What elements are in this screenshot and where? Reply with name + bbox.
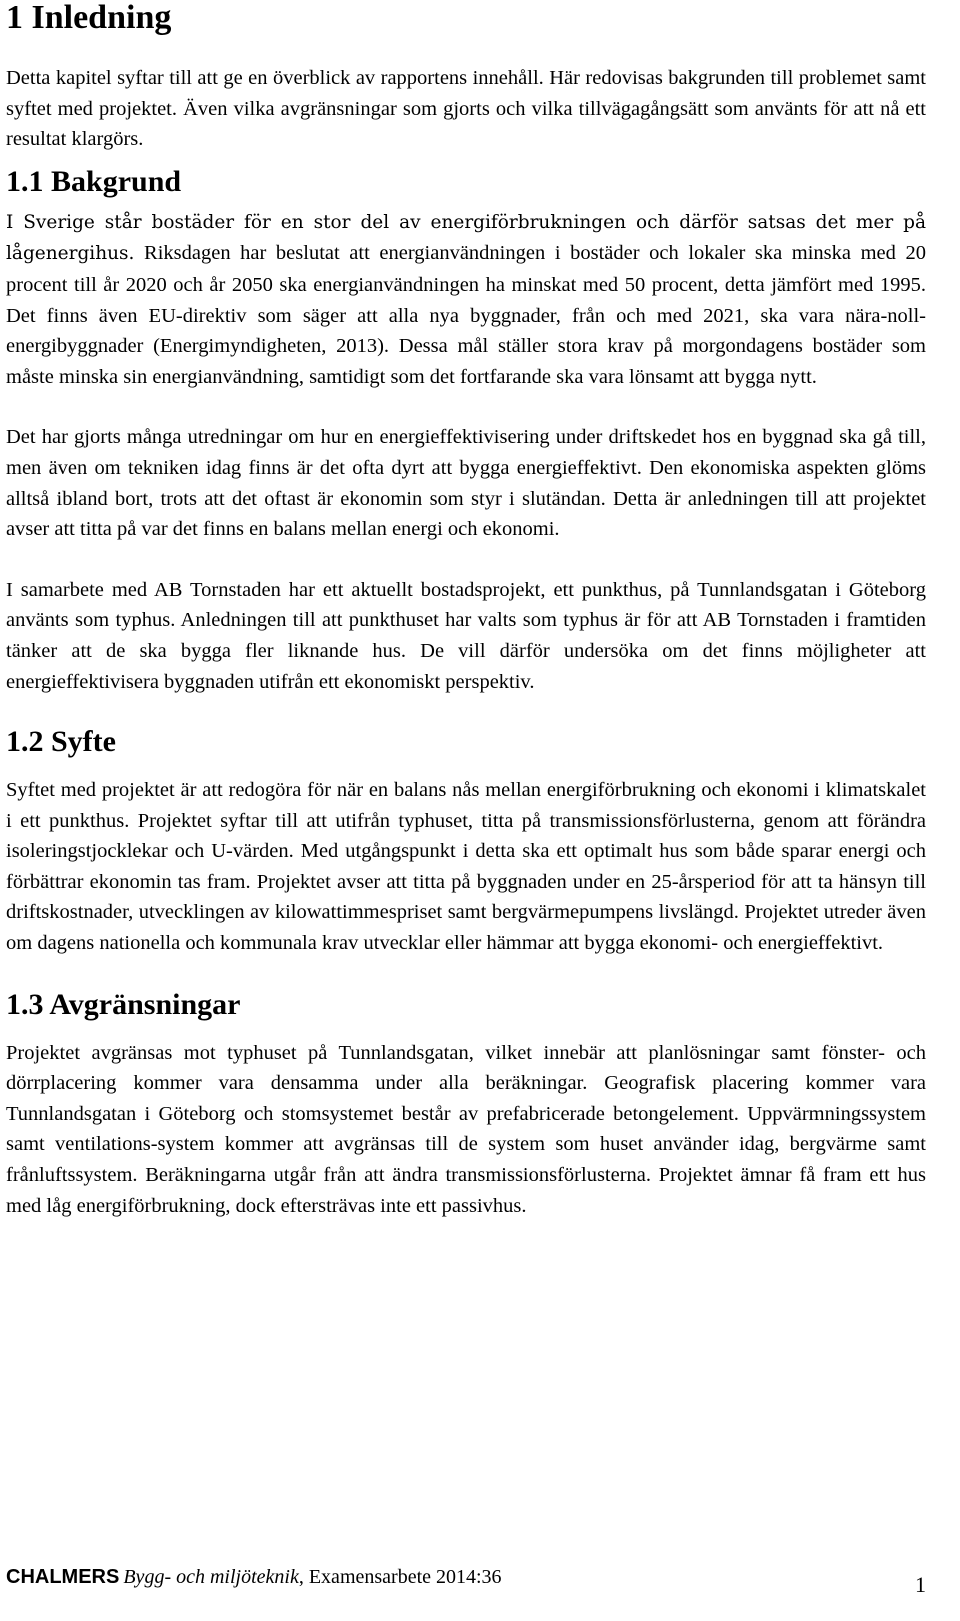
bakgrund-paragraph-2: Det har gjorts många utredningar om hur en energieffektivisering under driftskedet hos en byggnad ska gå till, men även om tekniken idag finns är det ofta dyrt att bygga energieffektivt. Den ekonomiska aspekten glöms alltså ibland bort, trots att det oftast är ekonomin som styr i slutändan. Detta är anledningen till att projektet avser att titta på var det finns en balans mellan energi och ekonomi. bbox=[6, 426, 926, 541]
bakgrund-paragraph-3: I samarbete med AB Tornstaden har ett aktuellt bostadsprojekt, ett punkthus, på Tunnlandsgatan i Göteborg använts som typhus. Anledningen till att punkthuset har valts som typhus är för att AB Tornstaden i framtiden tänker att de ska bygga fler liknande hus. De vill därför undersöka om det finns möjligheter att energieffektivisera byggnaden utifrån ett ekonomiskt perspektiv. bbox=[6, 578, 926, 693]
section-heading-syfte: 1.2 Syfte bbox=[6, 725, 116, 759]
page-number: 1 bbox=[915, 1572, 926, 1597]
bakgrund-paragraph-1-lead: I Sverige står bostäder för en stor del av energiförbrukningen och därför satsas det mer på lågenergihus. bbox=[6, 211, 926, 265]
footer-department: Bygg- och miljöteknik bbox=[123, 1566, 299, 1588]
bakgrund-paragraph-1 bbox=[6, 207, 926, 393]
bakgrund-paragraph-1-rest: Riksdagen har beslutat att energianvändningen i bostäder och lokaler ska minska med 20 procent till år 2020 och år 2050 ska energianvändningen ha minskat med 50 procent, detta jämfört med 1995. Det finns även EU-direktiv som säger att alla nya byggnader, från och med 2021, ska vara nära-noll-energibyggnader (Energimyndigheten, 2013). Dessa mål ställer stora krav på morgondagens bostäder som måste minska sin energianvändning, samtidigt som det fortfarande ska vara lönsamt att bygga nytt. bbox=[6, 242, 926, 388]
document-page bbox=[6, 0, 926, 1221]
footer-brand: CHALMERS bbox=[6, 1566, 120, 1588]
section-heading-avgransningar: 1.3 Avgränsningar bbox=[6, 987, 241, 1021]
chapter-title: 1 Inledning bbox=[6, 0, 172, 36]
footer-series: , Examensarbete 2014:36 bbox=[298, 1566, 502, 1588]
chapter-intro: Detta kapitel syftar till att ge en överblick av rapportens innehåll. Här redovisas bakgrunden till problemet samt syftet med projektet. Även vilka avgränsningar som gjorts och vilka tillvägagångsätt som använts för att nå ett resultat klargörs. bbox=[6, 67, 926, 151]
avgransningar-paragraph-1: Projektet avgränsas mot typhuset på Tunnlandsgatan, vilket innebär att planlösningar samt fönster- och dörrplacering kommer vara densamma under alla beräkningar. Geografisk placering kommer vara Tunnlandsgatan i Göteborg och stomsystemet består av prefabricerade betongelement. Uppvärmningssystem samt ventilations-system kommer att avgränsas till de system som huset använder idag, bergvärme samt frånluftssystem. Beräkningarna utgår från att ändra transmissionsförlusterna. Projektet ämnar få fram ett hus med låg energiförbrukning, dock eftersträvas inte ett passivhus. bbox=[6, 1041, 926, 1217]
syfte-paragraph-1: Syftet med projektet är att redogöra för när en balans nås mellan energiförbrukning och ekonomi i klimatskalet i ett punkthus. Projektet syftar till att utifrån typhuset, titta på transmissionsförlusterna, genom att förändra isoleringstjocklekar och U-värden. Med utgångspunkt i detta ska ett optimalt hus som både sparar energi och förbättrar ekonomin tas fram. Projektet avser att titta på byggnaden under en 25-årsperiod för att ta hänsyn till driftskostnader, utvecklingen av kilowattimmespriset samt bergvärmepumpens livslängd. Projektet utreder även om dagens nationella och kommunala krav utvecklar eller hämmar att bygga ekonomi- och energieffektivt. bbox=[6, 779, 926, 955]
section-heading-bakgrund: 1.1 Bakgrund bbox=[6, 164, 182, 198]
page-footer bbox=[6, 1566, 926, 1606]
